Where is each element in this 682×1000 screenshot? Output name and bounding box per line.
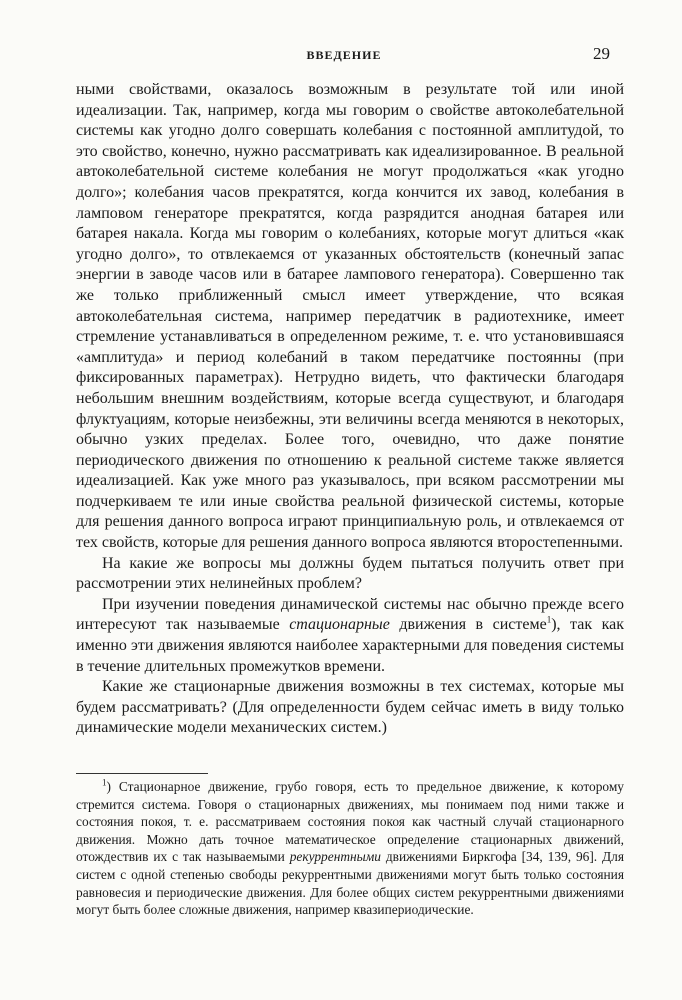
paragraph-3-text-start: При изучении поведения динамической системы нас обычно прежде всего интересуют так называемые (76, 595, 624, 634)
footnote-divider (76, 773, 208, 774)
term-recurrent: рекуррентными (289, 849, 381, 865)
footnote-text-end: движениями Биркгофа [34, 139, 96]. Для систем с одной степенью свободы рекуррентными движениями могут быть только состояния равновесия и периодические движения. Для более общих систем рекуррентными движениями могут быть более сложные движения, например квазипериодические. (76, 849, 624, 918)
page-header (76, 44, 612, 70)
running-title: ВВЕДЕНИЕ (306, 48, 382, 62)
paragraph-3-text-end: ), так как именно эти движения являются наиболее характерными для поведения системы в течение длительных промежутков времени. (76, 616, 625, 675)
footnote (76, 778, 624, 919)
footnote-text-start: ) Стационарное движение, грубо говоря, есть то предельное движение, к которому стремится система. Говоря о стационарных движениях, мы понимаем под ними также и состояния покоя, т. е. рассматриваем состояния покоя как частный случай стационарного движения. Можно дать точное математическое определение стационарных движений, отождествив их с так называемыми (76, 779, 624, 865)
footnote-reference[interactable]: 1 (546, 615, 552, 626)
main-text (76, 80, 624, 739)
paragraph-4: Какие же стационарные движения возможны в тех системах, которые мы будем рассматривать? (Для определенности будем сейчас иметь в виду только динамические модели механических систем.) (76, 678, 624, 737)
page-number: 29 (593, 44, 610, 63)
footnote-marker: 1 (102, 777, 107, 788)
paragraph-3-text-mid: движения в системе (389, 616, 547, 634)
paragraph-3 (76, 595, 624, 677)
term-stationary: стационарные (289, 616, 390, 634)
paragraph-2: На какие же вопросы мы должны будем пытаться получить ответ при рассмотрении этих нелинейных проблем? (76, 554, 624, 593)
paragraph-1: ными свойствами, оказалось возможным в результате той или иной идеализации. Так, например, когда мы говорим о свойстве автоколебательной системы как угодно долго совершать колебания с постоянной амплитудой, то это свойство, конечно, нужно рассматривать как идеализированное. В реальной автоколебательной системе колебания не могут продолжаться «как угодно долго»; колебания часов прекратятся, когда кончится их завод, колебания в ламповом генераторе прекратятся, когда разрядится анодная батарея или батарея накала. Когда мы говорим о колебаниях, которые могут длиться «как угодно долго», то отвлекаемся от указанных обстоятельств (конечный запас энергии в заводе часов или в батарее лампового генератора). Совершенно так же только приближенный смысл имеет утверждение, что всякая автоколебательная система, например передатчик в радиотехнике, имеет стремление устанавливаться в определенном режиме, т. е. что установившаяся «амплитуда» и период колебаний в таком передатчике постоянны (при фиксированных параметрах). Нетрудно видеть, что фактически благодаря небольшим внешним воздействиям, которые всегда существуют, и благодаря флуктуациям, которые неизбежны, эти величины всегда меняются в некоторых, обычно узких пределах. Более того, очевидно, что даже понятие периодического движения по отношению к реальной системе также является идеализацией. Как уже много раз указывалось, при всяком рассмотрении мы подчеркиваем те или иные свойства реальной физической системы, которые для решения данного вопроса играют принципиальную роль, и отвлекаемся от тех свойств, которые для решения данного вопроса являются второстепенными. (76, 81, 624, 552)
footnote-paragraph (76, 778, 624, 919)
